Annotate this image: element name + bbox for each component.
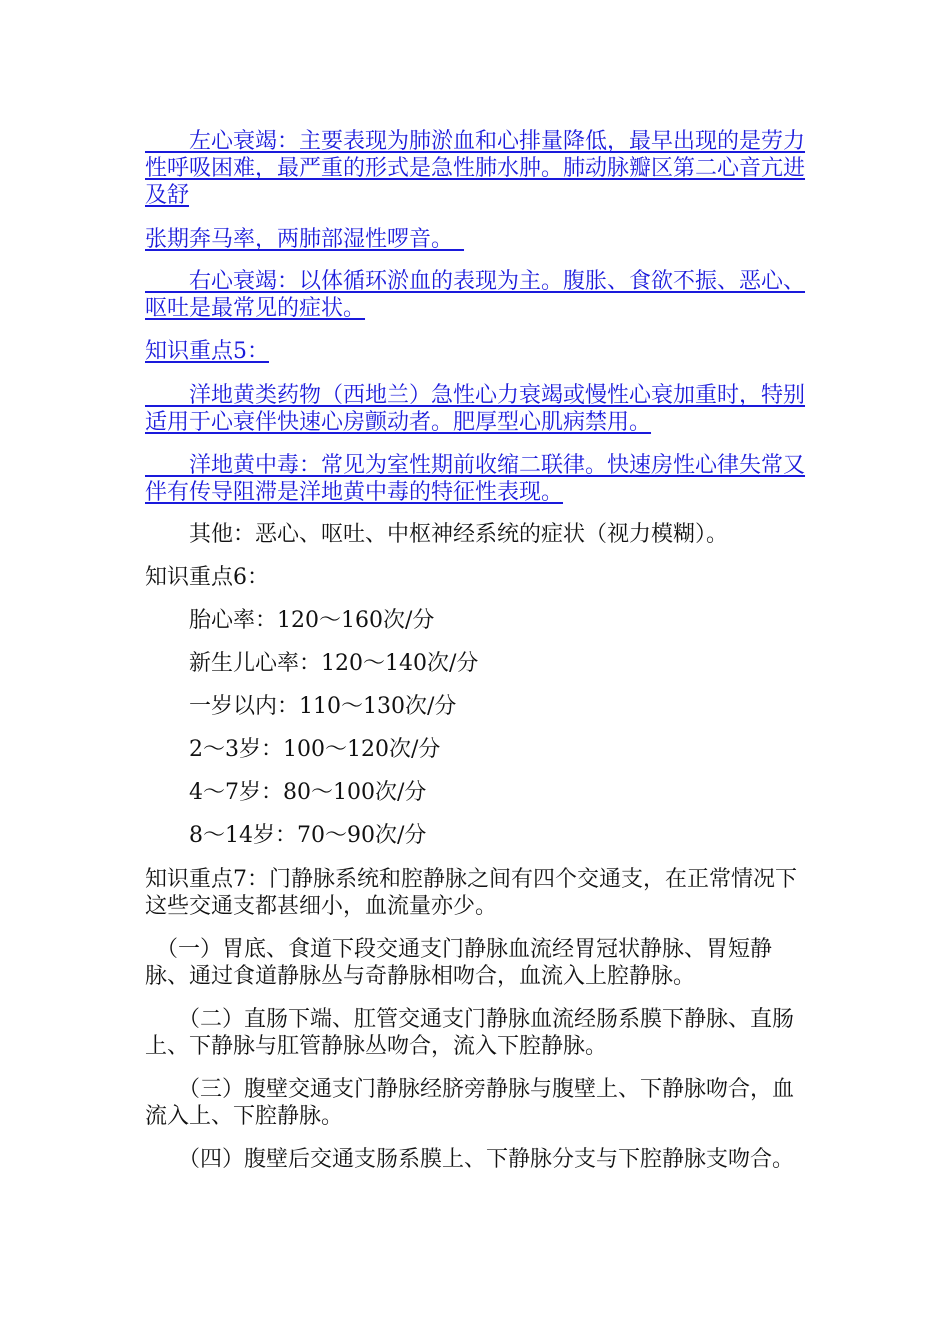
- paragraph-right-heart-failure[interactable]: 右心衰竭：以体循环淤血的表现为主。腹胀、食欲不振、恶心、呕吐是最常见的症状。: [145, 269, 806, 321]
- paragraph-anastomosis-4: （四）腹壁后交通支肠系膜上、下静脉分支与下腔静脉支吻合。: [145, 1147, 795, 1172]
- heading-key-point-6: 知识重点6：: [145, 565, 269, 590]
- paragraph-other-symptoms: 其他：恶心、呕吐、中枢神经系统的症状（视力模糊）。: [145, 522, 729, 547]
- paragraph-anastomosis-3: （三）腹壁交通支门静脉经脐旁静脉与腹壁上、下静脉吻合，血流入上、下腔静脉。: [145, 1077, 795, 1129]
- heart-rate-2-3: 2～3岁：100～120次/分: [145, 737, 441, 762]
- paragraph-left-heart-failure[interactable]: 左心衰竭：主要表现为肺淤血和心排量降低，最早出现的是劳力性呼吸困难，最严重的形式是急性肺水肿。肺动脉瓣区第二心音亢进及舒: [145, 129, 806, 208]
- paragraph-left-heart-failure-cont[interactable]: 张期奔马率，两肺部湿性啰音。: [145, 227, 465, 252]
- paragraph-anastomosis-1: （一）胃底、食道下段交通支门静脉血流经胃冠状静脉、胃短静脉、通过食道静脉丛与奇静脉相吻合，血流入上腔静脉。: [145, 937, 773, 989]
- paragraph-digitalis-drugs[interactable]: 洋地黄类药物（西地兰）急性心力衰竭或慢性心衰加重时，特别适用于心衰伴快速心房颤动者。肥厚型心肌病禁用。: [145, 383, 806, 435]
- heart-rate-newborn: 新生儿心率：120～140次/分: [145, 651, 479, 676]
- heart-rate-4-7: 4～7岁：80～100次/分: [145, 780, 427, 805]
- heart-rate-fetal: 胎心率：120～160次/分: [145, 608, 435, 633]
- heart-rate-infant: 一岁以内：110～130次/分: [145, 694, 457, 719]
- paragraph-anastomosis-2: （二）直肠下端、肛管交通支门静脉血流经肠系膜下静脉、直肠上、下静脉与肛管静脉丛吻合，流入下腔静脉。: [145, 1007, 795, 1059]
- paragraph-digitalis-toxicity[interactable]: 洋地黄中毒：常见为室性期前收缩二联律。快速房性心律失常又伴有传导阻滞是洋地黄中毒的特征性表现。: [145, 453, 806, 505]
- heart-rate-8-14: 8～14岁：70～90次/分: [145, 823, 427, 848]
- heading-key-point-7: 知识重点7：门静脉系统和腔静脉之间有四个交通支，在正常情况下这些交通支都甚细小，血流量亦少。: [145, 867, 797, 919]
- heading-key-point-5[interactable]: 知识重点5：: [145, 339, 269, 364]
